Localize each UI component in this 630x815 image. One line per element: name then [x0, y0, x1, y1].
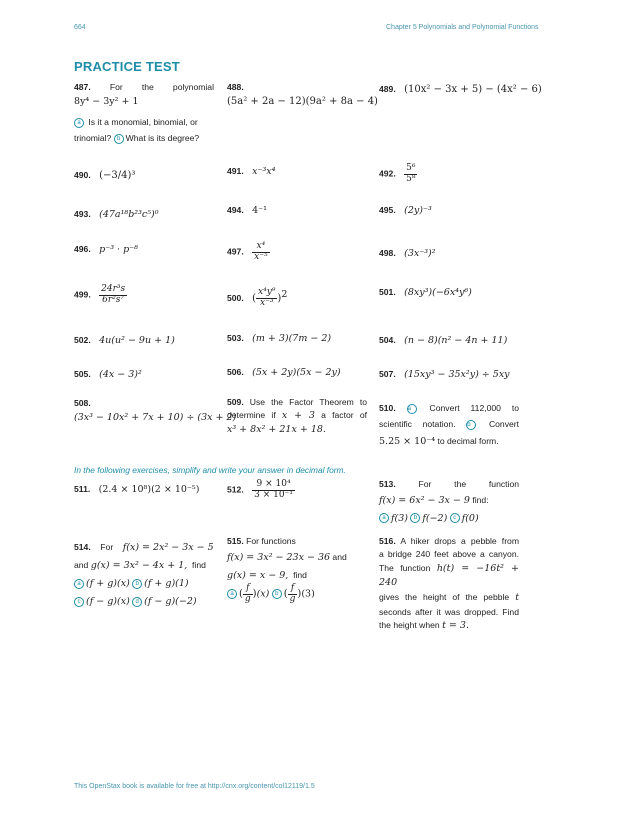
- problem-516: 516. A hiker drops a pebble from a bridge 240 feet above a canyon. The function h(t) = −16t² + 240 gives the height of the pebble t seconds after it was dropped. Find the height when t = 3.: [379, 536, 520, 632]
- problem-494: 494. 4⁻¹: [227, 205, 267, 216]
- problem-491: 491. x⁻³x⁴: [227, 166, 276, 177]
- problem-496: 496. p⁻³ · p⁻⁸: [74, 244, 138, 255]
- problem-512: 512. $\frac{\text{9 × 10⁴}}{\text{3 × 10⁻¹}}$: [227, 479, 293, 500]
- problem-515: 515. For functions f(x) = 3x² − 23x − 36 and g(x) = x − 9, find a ( $\frac{f}{g}$ )(x) b ( $\frac{f}{g}$ )(3): [227, 536, 347, 604]
- problem-509: 509. Use the Factor Theorem to determine if x + 3 a factor of x³ + 8x² + 21x + 18.: [227, 397, 367, 436]
- problem-505: 505. (4x − 3)²: [74, 369, 142, 380]
- label-b-icon: b: [410, 513, 420, 523]
- problem-493: 493. (47a¹⁸b²³c⁵)⁰: [74, 209, 159, 220]
- footer: This OpenStax book is available for free at http://cnx.org/content/col12119/1.5: [74, 783, 315, 790]
- problem-489: 489. (10x² − 3x + 5) − (4x² − 6): [379, 84, 542, 95]
- label-c-icon: c: [74, 597, 84, 607]
- label-a-icon: a: [379, 513, 389, 523]
- problem-503: 503. (m + 3)(7m − 2): [227, 333, 332, 344]
- label-a-icon: a: [74, 579, 84, 589]
- page-title: PRACTICE TEST: [74, 59, 180, 74]
- problem-488: 488. (5a² + 2a − 12)(9a² + 8a − 4): [227, 82, 378, 108]
- problem-511: 511. (2.4 × 10⁸)(2 × 10⁻⁵): [74, 484, 200, 495]
- label-b-icon: b: [466, 420, 476, 430]
- label-d-icon: d: [132, 597, 142, 607]
- page-number: 664: [74, 24, 86, 31]
- problem-487: 487. For the polynomial 8y⁴ − 3y² + 1 a Is it a monomial, binomial, or trinomial? b What is its degree?: [74, 82, 215, 144]
- problem-490: 490. (−3/4)³: [74, 170, 136, 181]
- problem-514: 514. For f(x) = 2x² − 3x − 5 and g(x) = 3x² − 4x + 1, find a (f + g)(x) b (f + g)(1) c (f − g)(x) d (f − g)(−2): [74, 542, 214, 608]
- label-a-icon: a: [407, 404, 417, 414]
- label-b-icon: b: [132, 579, 142, 589]
- problem-497: 497. $\frac{\text{x⁴}}{\text{x⁻⁵}}$: [227, 241, 268, 262]
- problem-506: 506. (5x + 2y)(5x − 2y): [227, 367, 341, 378]
- problem-513: 513. For the function f(x) = 6x² − 3x − 9 find: a f(3) b f(−2) c f(0): [379, 479, 519, 524]
- problem-501: 501. (8xy³)(−6x⁴y⁶): [379, 287, 472, 298]
- problem-498: 498. (3x⁻³)²: [379, 248, 436, 259]
- chapter-title: Chapter 5 Polynomials and Polynomial Functions: [386, 24, 539, 31]
- problem-500: 500. ( $\frac{\text{x⁴y⁹}}{\text{x⁻³}}$ )$^2$: [227, 287, 288, 309]
- problem-499: 499. $\frac{\text{24r³s}}{\text{6r²s⁷}}$: [74, 284, 126, 305]
- expr: 8y⁴ − 3y² + 1: [74, 96, 139, 108]
- problem-492: 492. $\frac{\text{5⁶}}{\text{5⁸}}$: [379, 163, 416, 184]
- label-a-icon: a: [227, 589, 237, 599]
- label-b-icon: b: [114, 134, 124, 144]
- problem-502: 502. 4u(u² − 9u + 1): [74, 335, 175, 346]
- label-a-icon: a: [74, 118, 84, 128]
- label-c-icon: c: [450, 513, 460, 523]
- problem-504: 504. (n − 8)(n² − 4n + 11): [379, 335, 508, 346]
- problem-508: 508. (3x³ − 10x² + 7x + 10) ÷ (3x + 2): [74, 398, 237, 424]
- label-b-icon: b: [272, 589, 282, 599]
- instruction: In the following exercises, simplify and write your answer in decimal form.: [74, 465, 346, 475]
- problem-495: 495. (2y)⁻³: [379, 205, 432, 216]
- problem-507: 507. (15xy³ − 35x²y) ÷ 5xy: [379, 369, 510, 380]
- problem-510: 510. a Convert 112,000 to scientific notation. b Convert 5.25 × 10⁻⁴ to decimal form.: [379, 403, 520, 447]
